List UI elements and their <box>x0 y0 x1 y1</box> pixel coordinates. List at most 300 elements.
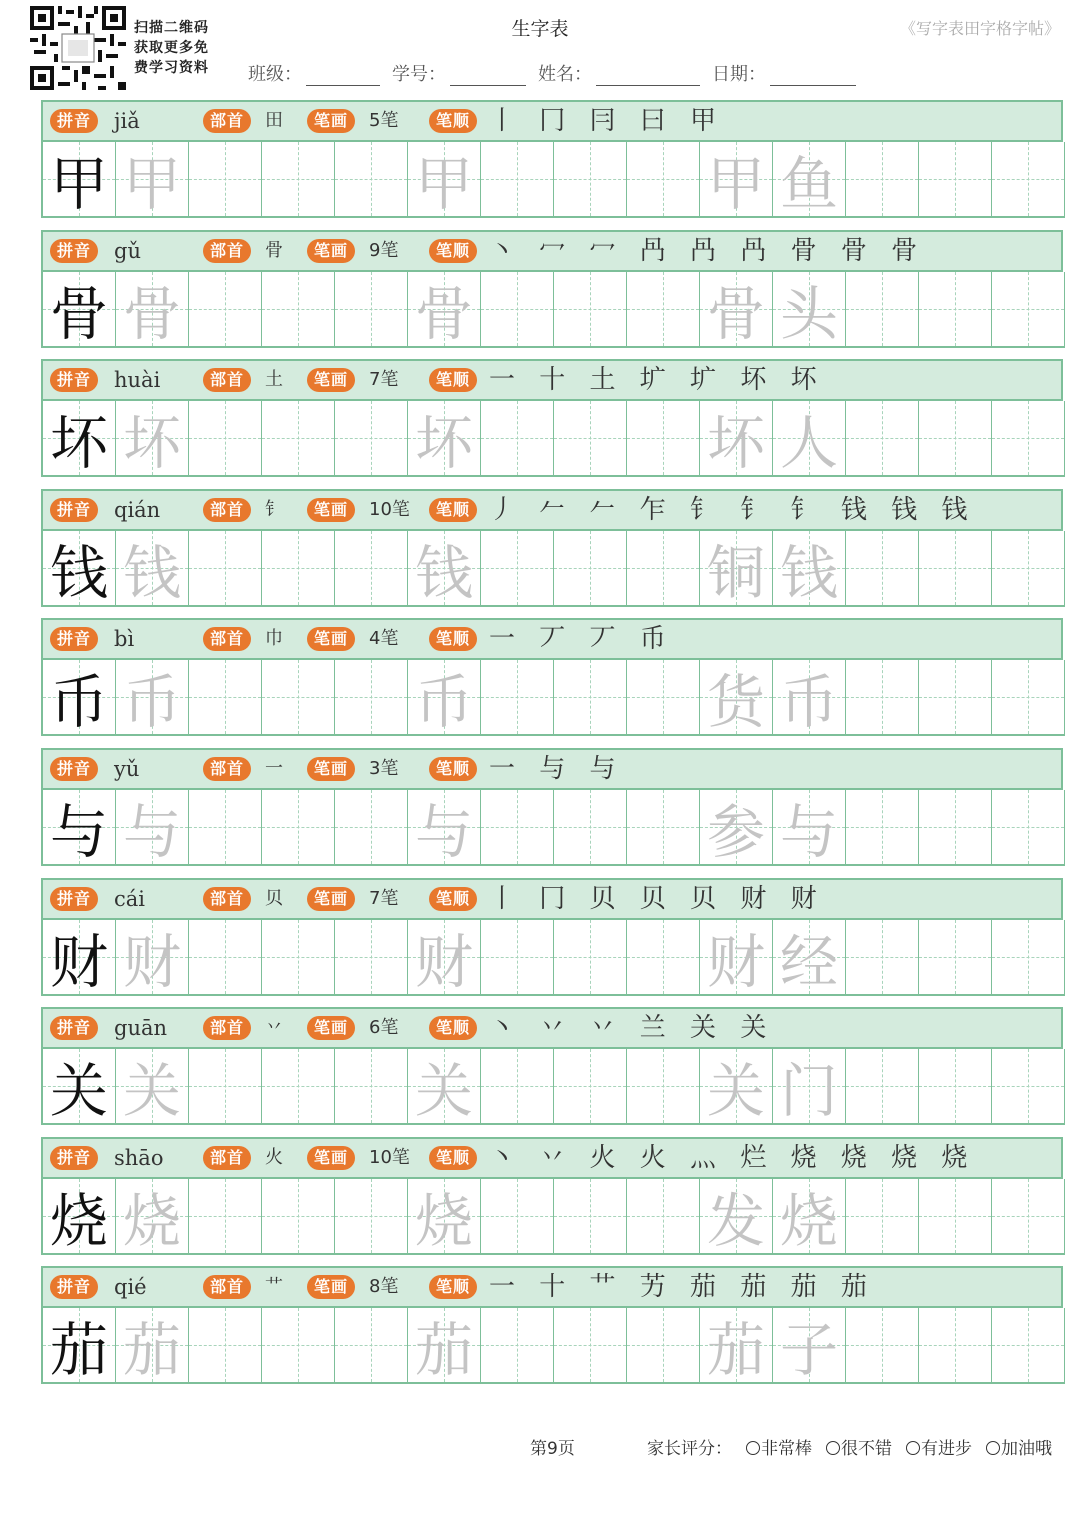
strokes-tag: 笔画 <box>307 368 355 392</box>
tian-grid-cell[interactable] <box>919 1179 992 1255</box>
tian-grid-cell[interactable] <box>627 142 700 218</box>
order-tag: 笔顺 <box>429 757 477 781</box>
name-field[interactable]: 姓名： <box>538 60 700 86</box>
tian-grid-cell[interactable] <box>116 531 189 607</box>
pinyin-text: shāo <box>114 1146 164 1170</box>
trace-character: 财 <box>122 928 181 996</box>
trace-character: 与 <box>414 798 473 866</box>
character-info-bar <box>41 359 1063 401</box>
tian-grid-cell[interactable] <box>116 1308 189 1384</box>
tian-grid-cell[interactable] <box>992 920 1065 996</box>
stroke-order-text: 丨 冂 冃 曰 甲 <box>489 106 725 136</box>
tian-grid-cell[interactable] <box>408 272 481 348</box>
tian-grid-cell[interactable] <box>919 790 992 866</box>
tian-grid-cell[interactable] <box>43 1179 116 1255</box>
order-tag: 笔顺 <box>429 109 477 133</box>
tian-grid-cell[interactable] <box>554 790 627 866</box>
tian-grid-cell[interactable] <box>189 272 262 348</box>
character-row <box>41 878 1063 996</box>
pinyin-tag: 拼音 <box>50 1016 98 1040</box>
pinyin-text: cái <box>114 887 145 911</box>
trace-character: 财 <box>414 928 473 996</box>
radical-tag: 部首 <box>203 498 251 522</box>
tian-grid-cell[interactable] <box>408 660 481 736</box>
tian-grid-cell[interactable] <box>627 401 700 477</box>
strokes-text: 10笔 <box>369 499 410 520</box>
tian-grid-cell[interactable] <box>919 1049 992 1125</box>
strokes-text: 8笔 <box>369 1276 399 1297</box>
trace-character: 经 <box>779 928 838 996</box>
tian-grid-cell[interactable] <box>992 790 1065 866</box>
trace-character: 关 <box>414 1057 473 1125</box>
tian-grid-cell[interactable] <box>189 1049 262 1125</box>
pinyin-text: bì <box>114 627 135 651</box>
strokes-text: 9笔 <box>369 240 399 261</box>
trace-character: 骨 <box>122 280 181 348</box>
pinyin-tag: 拼音 <box>50 627 98 651</box>
tian-grid-cell[interactable] <box>481 401 554 477</box>
stroke-order-text: 丶 丷 火 火 灬 烂 烧 烧 烧 烧 <box>489 1143 976 1173</box>
radical-tag: 部首 <box>203 1146 251 1170</box>
tian-grid-cell[interactable] <box>627 1308 700 1384</box>
rating-label: 家长评分： <box>647 1439 732 1459</box>
tian-grid-cell[interactable] <box>846 1049 919 1125</box>
tian-grid-cell[interactable] <box>43 531 116 607</box>
tian-grid-cell[interactable] <box>43 660 116 736</box>
tian-grid-cell[interactable] <box>700 920 773 996</box>
model-character: 财 <box>49 928 108 996</box>
writing-grid <box>41 531 1063 607</box>
pinyin-tag: 拼音 <box>50 498 98 522</box>
model-character: 甲 <box>49 150 108 218</box>
tian-grid-cell[interactable] <box>919 272 992 348</box>
tian-grid-cell[interactable] <box>116 401 189 477</box>
tian-grid-cell[interactable] <box>627 920 700 996</box>
radical-text: 一 <box>265 758 283 779</box>
trace-character: 骨 <box>706 280 765 348</box>
model-character: 与 <box>49 798 108 866</box>
tian-grid-cell[interactable] <box>554 272 627 348</box>
pinyin-text: huài <box>114 368 161 392</box>
rating-option[interactable]: 有进步 <box>906 1434 972 1459</box>
radical-text: 火 <box>265 1147 283 1168</box>
trace-character: 与 <box>122 798 181 866</box>
trace-character: 钱 <box>779 539 838 607</box>
strokes-tag: 笔画 <box>307 627 355 651</box>
model-character: 关 <box>49 1057 108 1125</box>
tian-grid-cell[interactable] <box>627 1049 700 1125</box>
trace-character: 茄 <box>122 1316 181 1384</box>
tian-grid-cell[interactable] <box>116 660 189 736</box>
trace-character: 烧 <box>122 1187 181 1255</box>
pinyin-text: yǔ <box>114 757 140 781</box>
tian-grid-cell[interactable] <box>408 1179 481 1255</box>
pinyin-tag: 拼音 <box>50 1146 98 1170</box>
strokes-tag: 笔画 <box>307 1016 355 1040</box>
radical-tag: 部首 <box>203 109 251 133</box>
order-tag: 笔顺 <box>429 627 477 651</box>
tian-grid-cell[interactable] <box>408 920 481 996</box>
page-title: 生字表 <box>511 18 569 40</box>
tian-grid-cell[interactable] <box>335 531 408 607</box>
tian-grid-cell[interactable] <box>262 1179 335 1255</box>
tian-grid-cell[interactable] <box>408 1308 481 1384</box>
tian-grid-cell[interactable] <box>262 142 335 218</box>
rating-option[interactable]: 非常棒 <box>746 1434 812 1459</box>
order-tag: 笔顺 <box>429 887 477 911</box>
tian-grid-cell[interactable] <box>189 531 262 607</box>
tian-grid-cell[interactable] <box>700 142 773 218</box>
trace-character: 关 <box>706 1057 765 1125</box>
tian-grid-cell[interactable] <box>773 1308 846 1384</box>
radical-tag: 部首 <box>203 239 251 263</box>
tian-grid-cell[interactable] <box>992 531 1065 607</box>
tian-grid-cell[interactable] <box>846 920 919 996</box>
pinyin-text: jiǎ <box>114 109 140 133</box>
student-id-input[interactable] <box>450 67 526 86</box>
trace-character: 钱 <box>122 539 181 607</box>
tian-grid-cell[interactable] <box>481 660 554 736</box>
tian-grid-cell[interactable] <box>189 1308 262 1384</box>
tian-grid-cell[interactable] <box>43 790 116 866</box>
trace-character: 子 <box>779 1316 838 1384</box>
pinyin-tag: 拼音 <box>50 109 98 133</box>
pinyin-tag: 拼音 <box>50 1275 98 1299</box>
order-tag: 笔顺 <box>429 1146 477 1170</box>
trace-character: 坏 <box>122 409 181 477</box>
tian-grid-cell[interactable] <box>992 142 1065 218</box>
strokes-tag: 笔画 <box>307 887 355 911</box>
tian-grid-cell[interactable] <box>700 1049 773 1125</box>
radical-text: 丷 <box>265 1017 283 1038</box>
tian-grid-cell[interactable] <box>992 1179 1065 1255</box>
strokes-text: 10笔 <box>369 1147 410 1168</box>
character-info-bar <box>41 878 1063 920</box>
tian-grid-cell[interactable] <box>773 142 846 218</box>
order-tag: 笔顺 <box>429 498 477 522</box>
tian-grid-cell[interactable] <box>116 1179 189 1255</box>
student-info-fields <box>248 60 868 86</box>
order-tag: 笔顺 <box>429 368 477 392</box>
tian-grid-cell[interactable] <box>773 531 846 607</box>
tian-grid-cell[interactable] <box>43 1308 116 1384</box>
radio-circle-icon[interactable] <box>746 1441 760 1455</box>
strokes-text: 4笔 <box>369 628 399 649</box>
tian-grid-cell[interactable] <box>189 660 262 736</box>
trace-character: 烧 <box>779 1187 838 1255</box>
trace-character: 坏 <box>414 409 473 477</box>
tian-grid-cell[interactable] <box>335 401 408 477</box>
model-character: 钱 <box>49 539 108 607</box>
tian-grid-cell[interactable] <box>554 1179 627 1255</box>
model-character: 烧 <box>49 1187 108 1255</box>
tian-grid-cell[interactable] <box>43 920 116 996</box>
character-info-bar <box>41 1266 1063 1308</box>
trace-character: 币 <box>122 668 181 736</box>
radio-circle-icon[interactable] <box>906 1441 920 1455</box>
strokes-text: 3笔 <box>369 758 399 779</box>
trace-character: 币 <box>779 668 838 736</box>
trace-character: 关 <box>122 1057 181 1125</box>
trace-character: 参 <box>706 798 765 866</box>
tian-grid-cell[interactable] <box>262 531 335 607</box>
tian-grid-cell[interactable] <box>992 272 1065 348</box>
tian-grid-cell[interactable] <box>554 401 627 477</box>
tian-grid-cell[interactable] <box>43 1049 116 1125</box>
tian-grid-cell[interactable] <box>773 1049 846 1125</box>
radical-text: 艹 <box>265 1276 283 1297</box>
tian-grid-cell[interactable] <box>116 1049 189 1125</box>
trace-character: 与 <box>779 798 838 866</box>
radical-text: 巾 <box>265 628 283 649</box>
page-subtitle: 《写字表田字格字帖》 <box>899 19 1060 38</box>
tian-grid-cell[interactable] <box>116 790 189 866</box>
strokes-tag: 笔画 <box>307 1146 355 1170</box>
tian-grid-cell[interactable] <box>481 1179 554 1255</box>
tian-grid-cell[interactable] <box>335 660 408 736</box>
tian-grid-cell[interactable] <box>335 1308 408 1384</box>
tian-grid-cell[interactable] <box>481 1308 554 1384</box>
writing-grid <box>41 660 1063 736</box>
tian-grid-cell[interactable] <box>335 920 408 996</box>
tian-grid-cell[interactable] <box>408 142 481 218</box>
tian-grid-cell[interactable] <box>627 790 700 866</box>
model-character: 坏 <box>49 409 108 477</box>
tian-grid-cell[interactable] <box>335 790 408 866</box>
writing-grid <box>41 272 1063 348</box>
page-number: 第9页 <box>530 1439 575 1459</box>
tian-grid-cell[interactable] <box>846 790 919 866</box>
tian-grid-cell[interactable] <box>335 1179 408 1255</box>
tian-grid-cell[interactable] <box>773 272 846 348</box>
character-row <box>41 359 1063 477</box>
stroke-order-text: 丿 𠂉 𠂉 乍 钅 钅 钅 钱 钱 钱 <box>489 495 976 525</box>
tian-grid-cell[interactable] <box>189 790 262 866</box>
trace-character: 茄 <box>414 1316 473 1384</box>
tian-grid-cell[interactable] <box>773 401 846 477</box>
rating-option[interactable]: 很不错 <box>826 1434 892 1459</box>
model-character: 币 <box>49 668 108 736</box>
radical-tag: 部首 <box>203 368 251 392</box>
order-tag: 笔顺 <box>429 1275 477 1299</box>
trace-character: 坏 <box>706 409 765 477</box>
tian-grid-cell[interactable] <box>335 1049 408 1125</box>
strokes-tag: 笔画 <box>307 757 355 781</box>
tian-grid-cell[interactable] <box>627 660 700 736</box>
pinyin-tag: 拼音 <box>50 887 98 911</box>
stroke-order-text: 一 十 土 圹 圹 坏 坏 <box>489 365 825 395</box>
rating-option[interactable]: 加油哦 <box>986 1434 1052 1459</box>
tian-grid-cell[interactable] <box>43 401 116 477</box>
trace-character: 货 <box>706 668 765 736</box>
character-info-bar <box>41 489 1063 531</box>
tian-grid-cell[interactable] <box>846 1308 919 1384</box>
tian-grid-cell[interactable] <box>846 272 919 348</box>
tian-grid-cell[interactable] <box>481 531 554 607</box>
pinyin-tag: 拼音 <box>50 368 98 392</box>
trace-character: 茄 <box>706 1316 765 1384</box>
tian-grid-cell[interactable] <box>116 920 189 996</box>
tian-grid-cell[interactable] <box>700 401 773 477</box>
tian-grid-cell[interactable] <box>408 790 481 866</box>
tian-grid-cell[interactable] <box>481 790 554 866</box>
stroke-order-text: 丨 冂 贝 贝 贝 财 财 <box>489 884 825 914</box>
tian-grid-cell[interactable] <box>43 142 116 218</box>
tian-grid-cell[interactable] <box>554 920 627 996</box>
tian-grid-cell[interactable] <box>700 1179 773 1255</box>
tian-grid-cell[interactable] <box>700 1308 773 1384</box>
tian-grid-cell[interactable] <box>408 1049 481 1125</box>
tian-grid-cell[interactable] <box>408 401 481 477</box>
character-row <box>41 1266 1063 1384</box>
tian-grid-cell[interactable] <box>919 920 992 996</box>
tian-grid-cell[interactable] <box>43 272 116 348</box>
tian-grid-cell[interactable] <box>554 142 627 218</box>
tian-grid-cell[interactable] <box>554 660 627 736</box>
radical-text: 钅 <box>265 499 283 520</box>
tian-grid-cell[interactable] <box>116 272 189 348</box>
strokes-text: 6笔 <box>369 1017 399 1038</box>
radical-tag: 部首 <box>203 1016 251 1040</box>
tian-grid-cell[interactable] <box>262 920 335 996</box>
character-row <box>41 1137 1063 1255</box>
radio-circle-icon[interactable] <box>826 1441 840 1455</box>
pinyin-text: gǔ <box>114 239 141 263</box>
tian-grid-cell[interactable] <box>919 1308 992 1384</box>
trace-character: 甲 <box>122 150 181 218</box>
tian-grid-cell[interactable] <box>919 142 992 218</box>
radio-circle-icon[interactable] <box>986 1441 1000 1455</box>
tian-grid-cell[interactable] <box>846 142 919 218</box>
tian-grid-cell[interactable] <box>773 790 846 866</box>
class-field[interactable]: 班级： <box>248 60 380 86</box>
tian-grid-cell[interactable] <box>992 1049 1065 1125</box>
tian-grid-cell[interactable] <box>773 1179 846 1255</box>
tian-grid-cell[interactable] <box>262 790 335 866</box>
student-id-field[interactable]: 学号： <box>392 60 526 86</box>
trace-character: 甲 <box>706 150 765 218</box>
writing-grid <box>41 920 1063 996</box>
character-info-bar <box>41 230 1063 272</box>
trace-character: 铜 <box>706 539 765 607</box>
tian-grid-cell[interactable] <box>846 401 919 477</box>
tian-grid-cell[interactable] <box>846 1179 919 1255</box>
tian-grid-cell[interactable] <box>262 401 335 477</box>
tian-grid-cell[interactable] <box>992 401 1065 477</box>
radical-text: 骨 <box>265 240 283 261</box>
tian-grid-cell[interactable] <box>262 1308 335 1384</box>
tian-grid-cell[interactable] <box>116 142 189 218</box>
tian-grid-cell[interactable] <box>335 142 408 218</box>
trace-character: 骨 <box>414 280 473 348</box>
pinyin-text: qián <box>114 498 161 522</box>
character-info-bar <box>41 100 1063 142</box>
radical-tag: 部首 <box>203 627 251 651</box>
stroke-order-text: 丶 丷 丷 兰 关 关 <box>489 1013 775 1043</box>
tian-grid-cell[interactable] <box>919 660 992 736</box>
strokes-tag: 笔画 <box>307 109 355 133</box>
pinyin-text: guān <box>114 1016 168 1040</box>
character-info-bar <box>41 748 1063 790</box>
trace-character: 币 <box>414 668 473 736</box>
tian-grid-cell[interactable] <box>846 531 919 607</box>
stroke-order-text: 一 十 艹 艻 茄 茄 茄 茄 <box>489 1272 875 1302</box>
tian-grid-cell[interactable] <box>700 660 773 736</box>
tian-grid-cell[interactable] <box>335 272 408 348</box>
qr-caption-line: 费学习资料 <box>134 60 209 76</box>
strokes-tag: 笔画 <box>307 498 355 522</box>
tian-grid-cell[interactable] <box>189 920 262 996</box>
tian-grid-cell[interactable] <box>189 401 262 477</box>
character-row <box>41 489 1063 607</box>
order-tag: 笔顺 <box>429 1016 477 1040</box>
pinyin-tag: 拼音 <box>50 239 98 263</box>
tian-grid-cell[interactable] <box>554 531 627 607</box>
trace-character: 头 <box>779 280 838 348</box>
tian-grid-cell[interactable] <box>919 531 992 607</box>
strokes-text: 7笔 <box>369 888 399 909</box>
strokes-text: 7笔 <box>369 369 399 390</box>
tian-grid-cell[interactable] <box>992 1308 1065 1384</box>
tian-grid-cell[interactable] <box>554 1049 627 1125</box>
trace-character: 钱 <box>414 539 473 607</box>
tian-grid-cell[interactable] <box>919 401 992 477</box>
character-info-bar <box>41 618 1063 660</box>
writing-grid <box>41 790 1063 866</box>
date-field[interactable]: 日期： <box>712 60 856 86</box>
tian-grid-cell[interactable] <box>189 142 262 218</box>
trace-character: 财 <box>706 928 765 996</box>
strokes-tag: 笔画 <box>307 239 355 263</box>
name-input[interactable] <box>596 67 700 86</box>
stroke-order-text: 一 丆 丆 币 <box>489 624 674 654</box>
tian-grid-cell[interactable] <box>481 142 554 218</box>
tian-grid-cell[interactable] <box>700 790 773 866</box>
tian-grid-cell[interactable] <box>481 1049 554 1125</box>
trace-character: 门 <box>779 1057 838 1125</box>
tian-grid-cell[interactable] <box>627 272 700 348</box>
tian-grid-cell[interactable] <box>408 531 481 607</box>
character-info-bar <box>41 1137 1063 1179</box>
tian-grid-cell[interactable] <box>481 920 554 996</box>
date-input[interactable] <box>770 67 856 86</box>
tian-grid-cell[interactable] <box>627 1179 700 1255</box>
tian-grid-cell[interactable] <box>554 1308 627 1384</box>
tian-grid-cell[interactable] <box>262 272 335 348</box>
character-row <box>41 1007 1063 1125</box>
tian-grid-cell[interactable] <box>189 1179 262 1255</box>
stroke-order-text: 一 与 与 <box>489 754 624 784</box>
tian-grid-cell[interactable] <box>700 272 773 348</box>
stroke-order-text: 丶 冖 冖 冎 冎 冎 骨 骨 骨 <box>489 236 926 266</box>
tian-grid-cell[interactable] <box>481 272 554 348</box>
radical-tag: 部首 <box>203 887 251 911</box>
character-row <box>41 230 1063 348</box>
pinyin-text: qié <box>114 1275 147 1299</box>
tian-grid-cell[interactable] <box>992 660 1065 736</box>
radical-tag: 部首 <box>203 757 251 781</box>
tian-grid-cell[interactable] <box>627 531 700 607</box>
character-row <box>41 100 1063 218</box>
tian-grid-cell[interactable] <box>773 660 846 736</box>
writing-grid <box>41 401 1063 477</box>
tian-grid-cell[interactable] <box>262 1049 335 1125</box>
tian-grid-cell[interactable] <box>700 531 773 607</box>
tian-grid-cell[interactable] <box>846 660 919 736</box>
tian-grid-cell[interactable] <box>773 920 846 996</box>
class-input[interactable] <box>306 67 380 86</box>
tian-grid-cell[interactable] <box>262 660 335 736</box>
